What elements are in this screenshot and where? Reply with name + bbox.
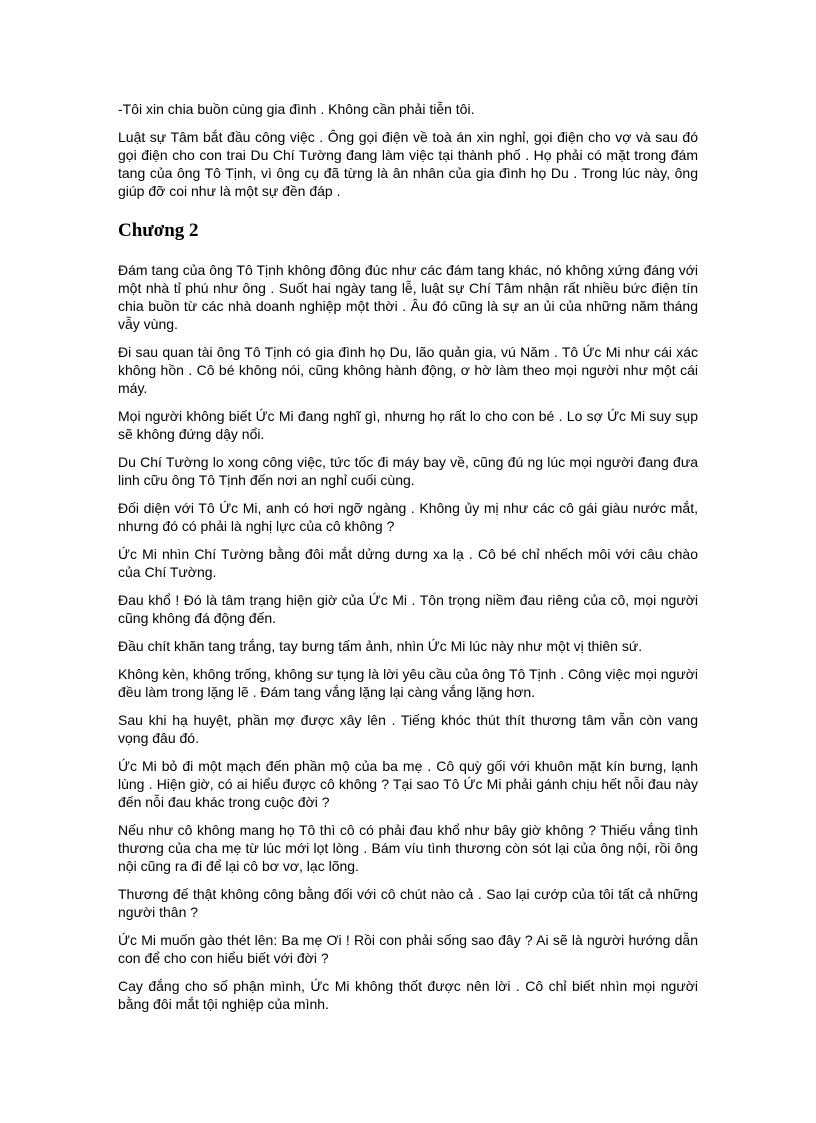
paragraph: Đám tang của ông Tô Tịnh không đông đúc như các đám tang khác, nó không xứng đáng với một nhà tỉ phú như ông . Suốt hai ngày tang lễ, luật sự Chí Tâm nhận rất nhiều bức điện tín chia buồn từ các nhà doanh nghiệp một thời . Âu đó cũng là sự an ủi của những năm tháng vẫy vùng. [118,262,698,332]
paragraph: Ức Mi bỏ đi một mạch đến phần mộ của ba mẹ . Cô quỳ gối với khuôn mặt kín bưng, lạnh lùng . Hiện giờ, có ai hiểu được cô không ? Tại sao Tô Ức Mi phải gánh chịu hết nỗi đau này đến nỗi đau khác trong cuộc đời ? [118,758,698,810]
paragraph: Du Chí Tường lo xong công việc, tức tốc đi máy bay về, cũng đú ng lúc mọi người đang đưa linh cữu ông Tô Tịnh đến nơi an nghỉ cuối cùng. [118,454,698,488]
paragraph: Đau khổ ! Đó là tâm trạng hiện giờ của Ức Mi . Tôn trọng niềm đau riêng của cô, mọi người cũng không đá động đến. [118,592,698,626]
paragraph: Sau khi hạ huyệt, phần mợ được xây lên . Tiếng khóc thút thít thương tâm vẫn còn vang vọng đâu đó. [118,712,698,746]
paragraph: -Tôi xin chia buồn cùng gia đình . Không cần phải tiễn tôi. [118,101,475,117]
chapter-heading: Chương 2 [118,220,199,241]
document-page [118,100,698,1023]
paragraph: Đối diện với Tô Ức Mi, anh có hơi ngỡ ngàng . Không ủy mị như các cô gái giàu nước mắt, nhưng đó có phải là nghị lực của cô không ? [118,500,698,534]
paragraph: Ức Mi muốn gào thét lên: Ba mẹ Ơi ! Rồi con phải sống sao đây ? Ai sẽ là người hướng dẫn con để cho con hiểu biết với đời ? [118,932,698,966]
paragraph: Cay đắng cho số phận mình, Ức Mi không thốt được nên lời . Cô chỉ biết nhìn mọi người bằng đôi mắt tội nghiệp của mình. [118,978,698,1012]
paragraph: Không kèn, không trống, không sư tụng là lời yêu cầu của ông Tô Tịnh . Công việc mọi người đều làm trong lặng lẽ . Đám tang vắng lặng lại càng vắng lặng hơn. [118,666,698,700]
paragraph: Mọi người không biết Ức Mi đang nghĩ gì, nhưng họ rất lo cho con bé . Lo sợ Ức Mi suy sụp sẽ không đứng dậy nổi. [118,408,698,442]
paragraph: Ức Mi nhìn Chí Tường bằng đôi mắt dửng dưng xa lạ . Cô bé chỉ nhếch môi với câu chào của Chí Tường. [118,546,698,580]
paragraph: Luật sự Tâm bắt đầu công việc . Ông gọi điện về toà án xin nghỉ, gọi điện cho vợ và sau đó gọi điện cho con trai Du Chí Tường đang làm việc tại thành phố . Họ phải có mặt trong đám tang của ông Tô Tịnh, vì ông cụ đã từng là ân nhân của gia đình họ Du . Trong lúc này, ông giúp đỡ coi như là một sự đền đáp . [118,129,698,199]
paragraph: Đi sau quan tài ông Tô Tịnh có gia đình họ Du, lão quản gia, vú Năm . Tô Ức Mi như cái xác không hồn . Cô bé không nói, cũng không hành động, ơ hờ làm theo mọi người như một cái máy. [118,344,698,396]
paragraph: Thương đế thật không công bằng đối với cô chút nào cả . Sao lại cướp của tôi tất cả những người thân ? [118,886,698,920]
paragraph: Nếu như cô không mang họ Tô thì cô có phải đau khổ như bây giờ không ? Thiếu vắng tình thương của cha mẹ từ lúc mới lọt lòng . Bám víu tình thương còn sót lại của ông nội, rồi ông nội cũng ra đi để lại cô bơ vơ, lạc lõng. [118,822,698,874]
paragraph: Đầu chít khăn tang trắng, tay bưng tấm ảnh, nhìn Ức Mi lúc này như một vị thiên sứ. [118,638,643,654]
